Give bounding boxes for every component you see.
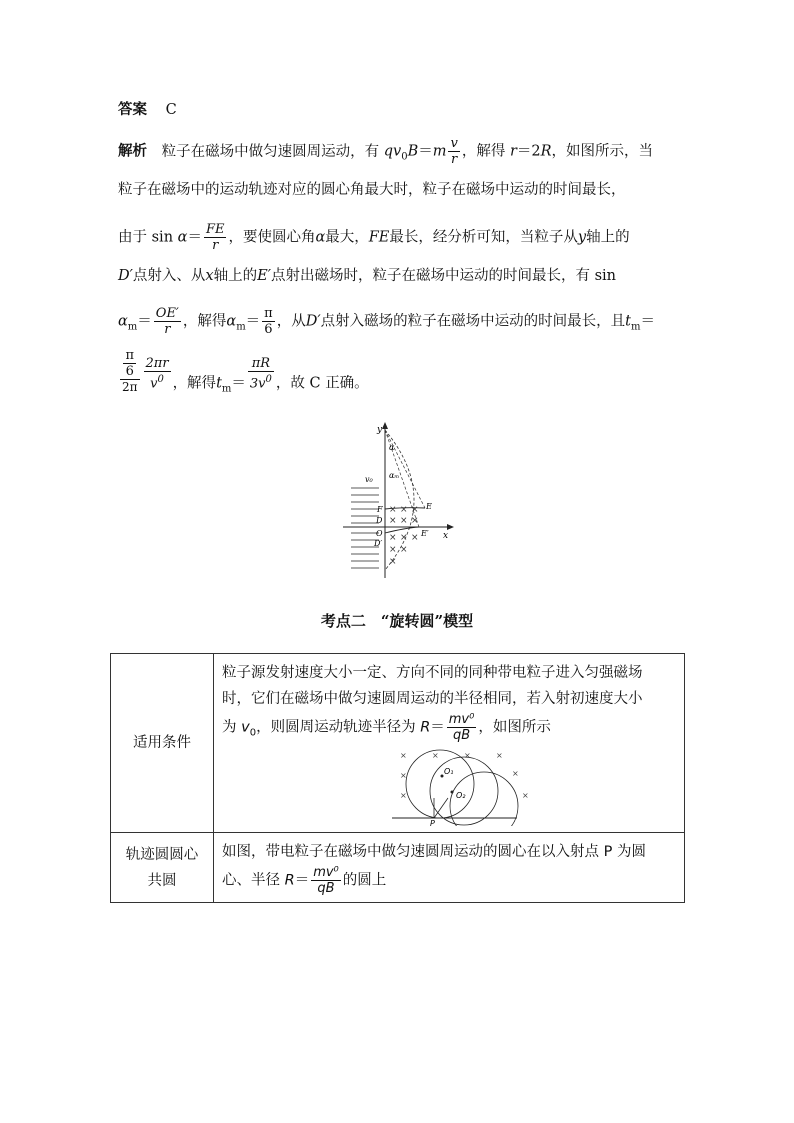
svg-text:×: ×: [389, 516, 397, 526]
point-F-label: F: [377, 505, 383, 514]
analysis-text: ，解得: [172, 375, 217, 392]
formula-text: α: [226, 313, 237, 330]
svg-text:×: ×: [400, 791, 407, 801]
formula-eq: ＝: [137, 313, 152, 330]
summary-table: [110, 653, 685, 903]
formula-sub: m: [127, 321, 138, 333]
formula-eq: ＝: [187, 229, 202, 246]
svg-text:×: ×: [432, 751, 439, 761]
formula-eq: ＝: [418, 143, 433, 160]
formula-text: y: [577, 229, 587, 246]
formula-text: α: [118, 313, 128, 330]
den-sup: 0: [265, 374, 272, 386]
analysis-text: ，要使圆心角: [228, 229, 316, 246]
formula-text: R: [284, 872, 295, 889]
analysis-label: 解析: [118, 142, 147, 160]
fraction-denominator: 6: [264, 322, 273, 337]
fraction-numerator: 2πr: [145, 356, 169, 372]
analysis-text: 最长，经分析可知，当粒子从: [389, 229, 578, 246]
formula-eq: ＝: [231, 375, 246, 392]
svg-text:×: ×: [389, 533, 397, 543]
svg-text:×: ×: [411, 533, 419, 543]
svg-text:×: ×: [389, 545, 397, 555]
svg-text:×: ×: [400, 505, 408, 515]
formula-sub: m: [221, 383, 232, 395]
trajectory-circle: [406, 750, 474, 818]
formula-sub: m: [236, 321, 246, 333]
formula-sub: 0: [401, 151, 408, 163]
analysis-line-4: [118, 266, 616, 286]
fraction-denominator: r: [451, 152, 458, 167]
formula-text: x: [205, 268, 214, 284]
origin-label: O: [376, 529, 383, 538]
point-P-label: P: [430, 819, 435, 827]
formula-text: m: [432, 143, 447, 160]
formula-text: R: [420, 719, 431, 736]
fraction-denominator: r: [212, 238, 219, 253]
formula-text: v: [241, 719, 250, 736]
analysis-text: 点射入磁场的粒子在磁场中运动的时间最长，且: [320, 313, 626, 330]
analysis-text: 轴上的: [586, 229, 630, 246]
row-text-formula: [222, 865, 676, 896]
row-text: 心、半径: [222, 872, 285, 889]
analysis-text: 最大，: [325, 229, 369, 246]
fraction-denominator: 2π: [122, 380, 138, 394]
formula-sub: 0: [249, 727, 257, 739]
fraction-numerator: mv⁰: [448, 712, 475, 727]
fraction-numerator: OE′: [155, 306, 179, 321]
formula-eq: ＝: [430, 719, 445, 736]
rotating-circle-diagram: [392, 746, 552, 826]
section-heading: 考点二 “旋转圆”模型: [320, 612, 474, 630]
svg-text:×: ×: [400, 751, 407, 761]
analysis-text: ，从: [276, 313, 306, 330]
alpha-m-label: αₘ: [389, 471, 400, 480]
formula-text: R: [540, 143, 552, 160]
point-D-label: D: [376, 516, 383, 525]
fraction: [154, 306, 181, 337]
fraction: [262, 306, 275, 337]
fraction-denominator: [248, 372, 274, 391]
fraction-denominator: qB: [452, 728, 471, 743]
analysis-text: ，如图所示，当: [551, 143, 654, 160]
fraction-numerator: π: [125, 348, 135, 363]
row-label-line: 共圆: [147, 872, 177, 889]
fraction-numerator: πR: [248, 356, 274, 372]
table-row: [111, 654, 685, 833]
svg-text:×: ×: [411, 516, 419, 526]
velocity-arrow: [434, 798, 448, 818]
center-point: [451, 791, 454, 794]
row-text: 粒子源发射速度大小一定、方向不同的同种带电粒子进入匀强磁场: [222, 665, 643, 681]
nested-fraction: [120, 348, 140, 395]
formula-text: B: [407, 143, 419, 160]
row-text: ，如图所示: [478, 719, 551, 736]
analysis-text: 粒子在磁场中做匀速圆周运动，有: [161, 143, 384, 160]
fraction-denominator: qB: [317, 881, 335, 897]
den-sup: 0: [157, 374, 164, 386]
row-text: 的圆上: [342, 872, 387, 889]
formula-text: D′: [118, 268, 133, 284]
analysis-text: 点射出磁场时，粒子在磁场中运动的时间最长，有 sin: [271, 268, 617, 284]
formula-text: t: [216, 375, 222, 392]
fraction-denominator: 6: [125, 364, 134, 379]
magnetic-field-diagram: [333, 420, 463, 580]
center-O2-label: O₂: [456, 791, 466, 801]
x-axis-arrow: [447, 524, 454, 530]
fraction: [248, 356, 274, 391]
row-text: 如图，带电粒子在磁场中做匀速圆周运动的圆心在以入射点 P 为圆: [222, 844, 646, 861]
radius-line: [385, 430, 425, 508]
analysis-text: 由于 sin: [118, 229, 178, 246]
formula-text: qv: [383, 143, 402, 160]
row-label-line: 轨迹圆圆心: [125, 846, 199, 863]
formula-eq: ＝: [294, 872, 310, 889]
center-O1-label: O₁: [444, 767, 454, 777]
row-label: [111, 833, 214, 903]
fraction-numerator: v: [450, 136, 458, 151]
den-text: 3v: [249, 376, 266, 392]
analysis-line-3: [118, 222, 630, 253]
answer-value: C: [165, 102, 177, 118]
analysis-text: ，故 C 正确。: [275, 375, 369, 392]
fraction: [311, 865, 341, 896]
svg-text:×: ×: [389, 557, 397, 567]
fraction: [123, 348, 136, 379]
formula-eq: ＝: [640, 313, 655, 330]
svg-text:×: ×: [400, 533, 408, 543]
fraction-numerator: mv⁰: [313, 865, 339, 881]
row-content: [214, 833, 685, 903]
fraction-denominator: r: [164, 322, 171, 337]
row-text-formula: [222, 712, 676, 746]
svg-text:×: ×: [400, 771, 407, 781]
formula-text: FE: [368, 229, 390, 246]
fraction: [144, 356, 171, 391]
fraction: [204, 222, 227, 253]
point-E-label: E: [426, 502, 432, 511]
row-text: 时，它们在磁场中做匀速圆周运动的半径相同，若入射初速度大小: [222, 691, 643, 707]
row-text: ，则圆周运动轨迹半径为: [256, 719, 421, 736]
formula-text: E′: [257, 268, 271, 284]
fraction: [447, 712, 477, 743]
analysis-line-2: 粒子在磁场中的运动轨迹对应的圆心角最大时，粒子在磁场中运动的时间最长，: [118, 182, 626, 198]
formula-text: α: [315, 229, 326, 246]
svg-text:×: ×: [464, 751, 471, 761]
svg-text:×: ×: [512, 769, 519, 779]
svg-text:×: ×: [400, 516, 408, 526]
svg-text:×: ×: [411, 505, 419, 515]
fraction-numerator: [120, 348, 140, 380]
answer-label: 答案: [118, 101, 147, 118]
velocity-arrows: [351, 488, 379, 568]
analysis-text: ，解得: [461, 143, 510, 160]
svg-text:×: ×: [400, 545, 408, 555]
point-D-prime-label: D′: [374, 539, 383, 548]
alpha-label: α: [389, 443, 395, 452]
row-content: [214, 654, 685, 833]
point-E-prime-label: E′: [421, 529, 429, 538]
formula-text: α: [177, 229, 188, 246]
svg-text:×: ×: [389, 505, 397, 515]
svg-text:×: ×: [496, 751, 503, 761]
field-x-marks: [389, 505, 419, 567]
analysis-text: 点射入、从: [132, 268, 206, 284]
analysis-text: ＝2: [516, 143, 541, 160]
answer-line: [118, 100, 177, 120]
fraction: [448, 136, 459, 167]
analysis-line-6: [118, 348, 369, 398]
table-row: [111, 833, 685, 903]
row-text: 为: [222, 719, 242, 736]
analysis-line-1: [118, 136, 653, 167]
fraction-numerator: π: [264, 306, 273, 321]
svg-text:×: ×: [522, 791, 529, 801]
formula-text: r: [509, 143, 517, 160]
fraction-denominator: [144, 372, 171, 391]
v0-label: v₀: [365, 475, 373, 484]
formula-text: D′: [305, 313, 321, 330]
formula-sub: m: [630, 321, 641, 333]
y-axis-arrow: [382, 422, 388, 429]
formula-eq: ＝: [245, 313, 261, 330]
analysis-line-5: [118, 306, 655, 337]
y-label: y: [377, 425, 383, 435]
den-text: v: [150, 376, 158, 392]
fraction-numerator: FE: [205, 222, 225, 237]
analysis-text: ，解得: [182, 313, 227, 330]
analysis-text: 轴上的: [213, 268, 258, 284]
x-label: x: [443, 531, 449, 541]
formula-text: t: [625, 313, 631, 330]
row-label: 适用条件: [111, 654, 214, 833]
